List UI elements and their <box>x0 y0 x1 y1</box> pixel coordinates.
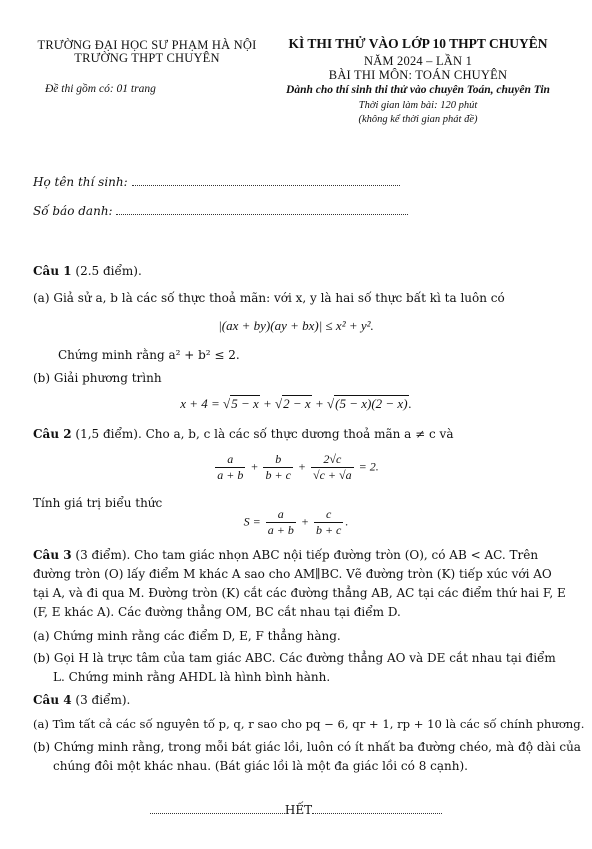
q4a <box>33 715 584 734</box>
q2-equation: $\frac{a}{a + b}$ + $\frac{b}{b + c}$ + $\frac{2√c}{√c + √a}$ = 2. <box>217 452 379 482</box>
q4b <box>33 738 581 757</box>
q3-heading <box>33 546 578 565</box>
candidate-name-field <box>33 173 400 192</box>
candidate-id-label: Số báo danh: <box>33 204 113 218</box>
q3-line3: tại A, và đi qua M. Đường tròn (K) cắt các đường thẳng AB, AC tại các điểm thứ hai F, E <box>33 586 566 600</box>
q3b-text1: Gọi H là trực tâm của tam giác ABC. Các đường thẳng AO và DE cắt nhau tại điểm <box>53 651 556 665</box>
q1b-lhs: x + 4 = <box>180 396 220 411</box>
q4b-line2: chúng đôi một khác nhau. (Bát giác lồi là một đa giác lồi có 8 cạnh). <box>53 759 468 773</box>
q3-line1: (3 điểm). Cho tam giác nhọn ABC nội tiếp đường tròn (O), có AB < AC. Trên <box>75 548 539 562</box>
q1a-label: (a) <box>33 291 50 305</box>
q1b <box>33 369 162 388</box>
exam-title: KÌ THI THỬ VÀO LỚP 10 THPT CHUYÊN <box>288 36 548 51</box>
exam-year: NĂM 2024 – LẦN 1 <box>363 54 473 68</box>
q4b-label: (b) <box>33 740 51 754</box>
q1b-root1: 5 − x <box>231 396 259 411</box>
q3a <box>33 627 341 646</box>
page-count: Đề thi gồm có: 01 trang <box>45 83 156 95</box>
school-name: TRƯỜNG ĐẠI HỌC SƯ PHẠM HÀ NỘI <box>37 38 257 52</box>
exam-note: (không kể thời gian phát đề) <box>358 114 478 125</box>
candidate-id-field <box>33 202 408 221</box>
q3a-label: (a) <box>33 629 50 643</box>
q2-ask: Tính giá trị biểu thức <box>33 496 163 510</box>
q1a <box>33 289 573 308</box>
q1b-equation: x + 4 = √5 − x + √2 − x + √(5 − x)(2 − x). <box>180 396 412 411</box>
q4a-text: Tìm tất cả các số nguyên tố p, q, r sao cho pq − 6, qr + 1, rp + 10 là các số chính phương. <box>52 717 585 731</box>
school-subname: TRƯỜNG THPT CHUYÊN <box>74 51 220 65</box>
q1-title: Câu 1 <box>33 264 72 278</box>
q4-heading <box>33 691 130 710</box>
exam-time: Thời gian làm bài: 120 phút <box>358 100 478 111</box>
q2-frac1: $\frac{a}{a + b}$ <box>217 452 244 482</box>
q3b <box>33 649 556 668</box>
q1-heading <box>33 262 142 281</box>
q3-line2: đường tròn (O) lấy điểm M khác A sao cho AM∥BC. Vẽ đường tròn (K) tiếp xúc với AO <box>33 567 552 581</box>
end-marker <box>0 801 592 820</box>
exam-target: Dành cho thí sinh thi thử vào chuyên Toán, chuyên Tin <box>286 84 550 96</box>
q2-title: Câu 2 <box>33 427 72 441</box>
q2-frac3: $\frac{2√c}{√c + √a}$ <box>313 452 352 482</box>
q3-line4: (F, E khác A). Các đường thẳng OM, BC cắt nhau tại điểm D. <box>33 605 401 619</box>
q1a-prove: Chứng minh rằng a² + b² ≤ 2. <box>58 348 240 362</box>
q4b-text1: Chứng minh rằng, trong mỗi bát giác lồi, luôn có ít nhất ba đường chéo, mà độ dài của <box>53 740 581 754</box>
end-text: HẾT <box>284 803 313 817</box>
q2-sfrac2: $\frac{c}{b + c}$ <box>315 507 342 537</box>
end-line-right <box>312 803 442 814</box>
q2-sfrac1: $\frac{a}{a + b}$ <box>267 507 294 537</box>
q4a-label: (a) <box>33 717 49 731</box>
q2-frac2: $\frac{b}{b + c}$ <box>265 452 291 482</box>
q3a-text: Chứng minh rằng các điểm D, E, F thẳng hàng. <box>53 629 341 643</box>
q4-points: (3 điểm). <box>75 693 131 707</box>
q1b-root2: 2 − x <box>283 396 311 411</box>
q4-title: Câu 4 <box>33 693 72 707</box>
q1b-text: Giải phương trình <box>53 371 162 385</box>
candidate-name-line <box>132 175 400 186</box>
candidate-name-label: Họ tên thí sinh: <box>33 175 128 189</box>
q1a-formula: |(ax + by)(ay + bx)| ≤ x² + y². <box>218 318 374 333</box>
q2-s: S = <box>243 514 261 529</box>
q1b-root3: (5 − x)(2 − x) <box>335 396 408 411</box>
end-line-left <box>150 803 285 814</box>
q2-eq: = 2. <box>358 459 379 474</box>
q2-intro: (1,5 điểm). Cho a, b, c là các số thực dương thoả mãn a ≠ c và <box>75 427 454 441</box>
q3-title: Câu 3 <box>33 548 72 562</box>
q2-expression: S = $\frac{a}{a + b}$ + $\frac{c}{b + c}$ . <box>243 507 349 537</box>
q1b-label: (b) <box>33 371 51 385</box>
q2-heading <box>33 425 454 444</box>
exam-subject: BÀI THI MÔN: TOÁN CHUYÊN <box>328 68 508 82</box>
q1-points: (2.5 điểm). <box>75 264 142 278</box>
q1a-text: Giả sử a, b là các số thực thoả mãn: với x, y là hai số thực bất kì ta luôn có <box>53 291 505 305</box>
candidate-id-line <box>116 204 408 215</box>
q3b-label: (b) <box>33 651 51 665</box>
q3b-line2: L. Chứng minh rằng AHDL là hình bình hành. <box>53 670 331 684</box>
